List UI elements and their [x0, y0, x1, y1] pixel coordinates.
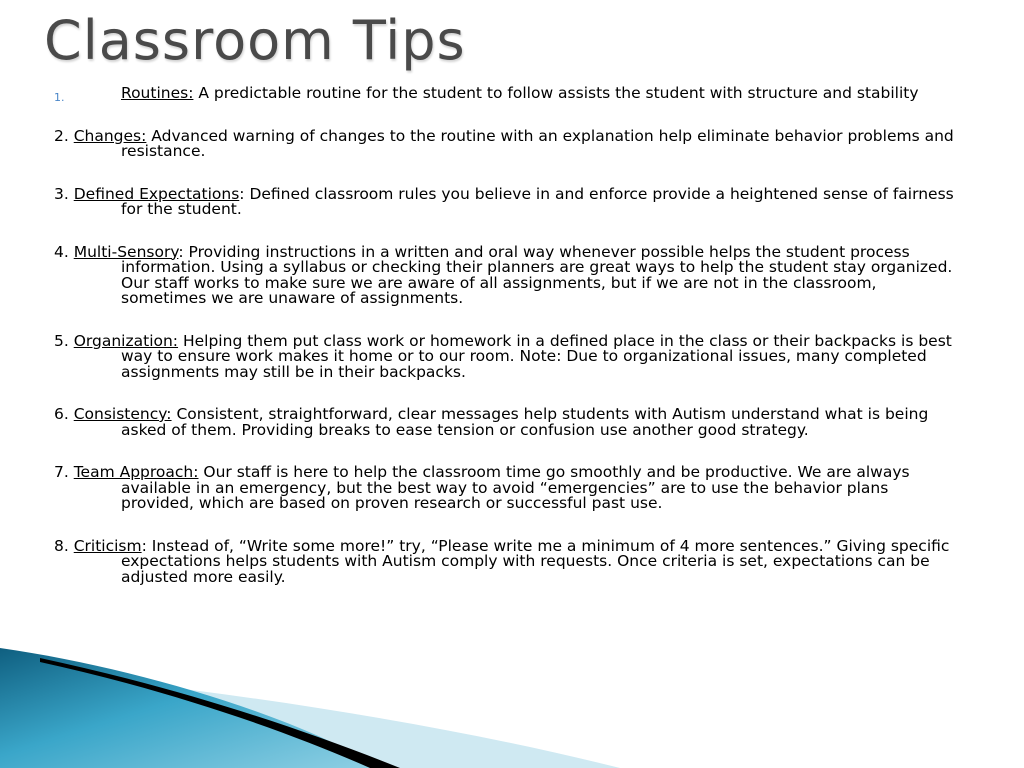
tip-text: : Defined classroom rules you believe in and enforce provide a heightened sense of fairness for the student. [121, 184, 954, 218]
tip-item-2 [54, 126, 954, 160]
tip-number: 5. [54, 331, 74, 350]
tip-item-6 [54, 407, 954, 438]
tip-number: 7. [54, 463, 74, 481]
corner-wave-decoration [0, 648, 1024, 768]
tip-item-3 [54, 184, 954, 218]
tip-text: Helping them put class work or homework in a defined place in the class or their backpacks is best way to ensure work makes it home or to our room. Note: Due to organizational issues, many completed assignments may still be in their backpacks. [121, 331, 952, 381]
tip-keyword: Team Approach: [73, 463, 199, 481]
tip-text: : Instead of, “Write some more!” try, “Please write me a minimum of 4 more sentences.” Giving specific expectations helps students with Autism comply with requests. Once criteria is set, expectations can be adjusted more easily. [121, 536, 950, 586]
tip-keyword: Organization: [73, 331, 179, 350]
tip-number: 8. [54, 536, 74, 555]
tip-item-4 [54, 242, 954, 307]
gradient-wave [0, 648, 380, 768]
tip-number: 3. [54, 184, 74, 203]
tip-keyword: Criticism [73, 536, 142, 555]
tip-number: 6. [54, 405, 74, 423]
tip-keyword: Defined Expectations [73, 184, 240, 203]
tip-keyword: Multi-Sensory [73, 242, 179, 261]
tip-number: 2. [54, 126, 74, 145]
tip-keyword: Changes: [73, 126, 147, 145]
tip-item-8 [54, 536, 954, 586]
tip-text: Consistent, straightforward, clear messages help students with Autism understand what is being asked of them. Providing breaks to ease tension or confusion use another good strategy. [121, 405, 929, 439]
tip-keyword: Consistency: [73, 405, 172, 423]
tip-item-1 [54, 86, 954, 102]
tip-item-7 [54, 465, 954, 512]
tips-list [54, 86, 954, 585]
tip-text: : Providing instructions in a written and oral way whenever possible helps the student process information. Using a syllabus or checking their planners are great ways to help the student stay organized. Our staff works to make sure we are aware of all assignments, but if we are not in the classroom, sometimes we are unaware of assignments. [121, 242, 953, 307]
tip-keyword: Routines: [121, 84, 194, 102]
slide-title: Classroom Tips [44, 9, 466, 72]
tip-number: 4. [54, 242, 74, 261]
tip-text: Our staff is here to help the classroom time go smoothly and be productive. We are always available in an emergency, but the best way to avoid “emergencies” are to use the behavior plans provided, which are based on proven research or successful past use. [121, 463, 910, 512]
tip-text: A predictable routine for the student to follow assists the student with structure and stability [193, 84, 919, 102]
tip-item-5 [54, 331, 954, 381]
tip-number: 1. [54, 91, 65, 104]
tip-text: Advanced warning of changes to the routine with an explanation help eliminate behavior problems and resistance. [121, 126, 954, 160]
